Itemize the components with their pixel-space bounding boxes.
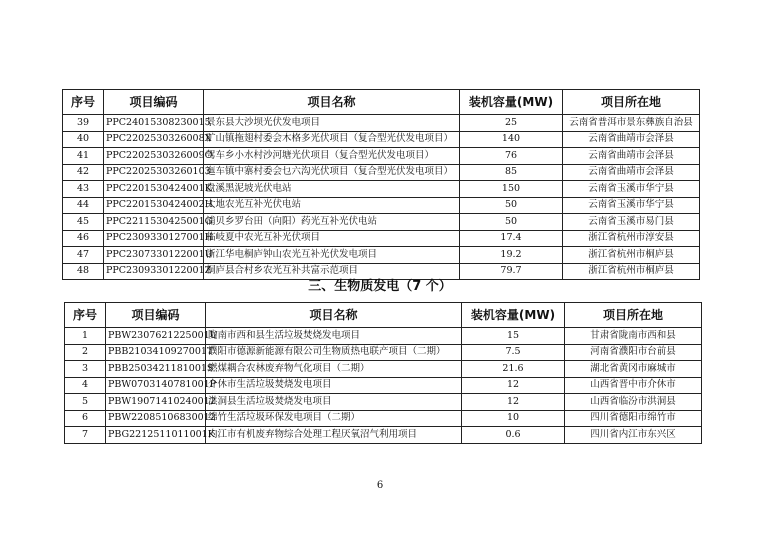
header-seq: 序号 bbox=[65, 303, 106, 328]
cell-seq: 43 bbox=[63, 181, 104, 198]
cell-location: 浙江省杭州市淳安县 bbox=[563, 230, 700, 247]
table-row bbox=[63, 148, 700, 165]
cell-name: 陇南市西和县生活垃圾焚烧发电项目 bbox=[206, 328, 462, 345]
cell-code: PBG2212511011001K bbox=[106, 427, 206, 444]
cell-code: PPC2202530326009O bbox=[104, 148, 204, 165]
cell-code: PPC2201530424002H bbox=[104, 197, 204, 214]
cell-code: PBW0703140781001P bbox=[106, 377, 206, 394]
cell-name: 浦贝乡罗台田（向阳）药光互补光伏电站 bbox=[204, 214, 460, 231]
cell-location: 云南省普洱市景东彝族自治县 bbox=[563, 115, 700, 132]
cell-capacity: 0.6 bbox=[462, 427, 565, 444]
header-name: 项目名称 bbox=[206, 303, 462, 328]
table-row bbox=[65, 361, 702, 378]
cell-capacity: 85 bbox=[460, 164, 563, 181]
cell-capacity: 76 bbox=[460, 148, 563, 165]
table-header-row bbox=[65, 303, 702, 328]
cell-seq: 41 bbox=[63, 148, 104, 165]
cell-name: 矿山镇拖翅村委会木格多光伏项目（复合型光伏发电项目） bbox=[204, 131, 460, 148]
cell-seq: 48 bbox=[63, 263, 104, 280]
cell-name: 桐庐县合村乡农光互补共富示范项目 bbox=[204, 263, 460, 280]
cell-capacity: 140 bbox=[460, 131, 563, 148]
cell-name: 内江市有机废弃物综合处理工程厌氧沼气利用项目 bbox=[206, 427, 462, 444]
cell-location: 河南省濮阳市台前县 bbox=[565, 344, 702, 361]
cell-code: PBB2503421181001S bbox=[106, 361, 206, 378]
cell-name: 迤车镇中寨村委会乜六沟光伏项目（复合型光伏发电项目） bbox=[204, 164, 460, 181]
cell-capacity: 50 bbox=[460, 197, 563, 214]
cell-name: 介休市生活垃圾焚烧发电项目 bbox=[206, 377, 462, 394]
cell-seq: 47 bbox=[63, 247, 104, 264]
cell-code: PPC24015308230015 bbox=[104, 115, 204, 132]
biomass-projects-table bbox=[64, 302, 702, 444]
table-row bbox=[63, 181, 700, 198]
cell-capacity: 50 bbox=[460, 214, 563, 231]
table-row bbox=[65, 377, 702, 394]
cell-code: PBB2103410927001T bbox=[106, 344, 206, 361]
cell-location: 湖北省黄冈市麻城市 bbox=[565, 361, 702, 378]
cell-location: 浙江省杭州市桐庐县 bbox=[563, 263, 700, 280]
cell-capacity: 25 bbox=[460, 115, 563, 132]
cell-seq: 42 bbox=[63, 164, 104, 181]
table-row bbox=[63, 197, 700, 214]
cell-code: PBW22085106830012 bbox=[106, 410, 206, 427]
cell-seq: 4 bbox=[65, 377, 106, 394]
cell-location: 云南省曲靖市会泽县 bbox=[563, 131, 700, 148]
cell-name: 驾车乡小水村沙河塘光伏项目（复合型光伏发电项目） bbox=[204, 148, 460, 165]
cell-capacity: 17.4 bbox=[460, 230, 563, 247]
header-seq: 序号 bbox=[63, 90, 104, 115]
cell-code: PPC2307330122001U bbox=[104, 247, 204, 264]
cell-location: 云南省曲靖市会泽县 bbox=[563, 148, 700, 165]
page-number: 6 bbox=[376, 480, 384, 491]
cell-capacity: 19.2 bbox=[460, 247, 563, 264]
header-location: 项目所在地 bbox=[563, 90, 700, 115]
cell-seq: 1 bbox=[65, 328, 106, 345]
table-row bbox=[65, 328, 702, 345]
cell-code: PPC2201530424001K bbox=[104, 181, 204, 198]
cell-capacity: 12 bbox=[462, 394, 565, 411]
header-capacity: 装机容量(MW) bbox=[462, 303, 565, 328]
cell-location: 云南省曲靖市会泽县 bbox=[563, 164, 700, 181]
cell-seq: 39 bbox=[63, 115, 104, 132]
cell-location: 云南省玉溪市华宁县 bbox=[563, 181, 700, 198]
cell-location: 四川省德阳市绵竹市 bbox=[565, 410, 702, 427]
cell-capacity: 15 bbox=[462, 328, 565, 345]
cell-name: 绵竹生活垃圾环保发电项目（二期） bbox=[206, 410, 462, 427]
cell-location: 山西省晋中市介休市 bbox=[565, 377, 702, 394]
table-row bbox=[63, 230, 700, 247]
table-header-row bbox=[63, 90, 700, 115]
cell-code: PPC2211530425001G bbox=[104, 214, 204, 231]
cell-capacity: 10 bbox=[462, 410, 565, 427]
pv-projects-table bbox=[62, 89, 700, 280]
cell-capacity: 79.7 bbox=[460, 263, 563, 280]
table-row bbox=[63, 214, 700, 231]
cell-name: 洪洞县生活垃圾焚烧发电项目 bbox=[206, 394, 462, 411]
cell-name: 濮阳市德源新能源有限公司生物质热电联产项目（二期） bbox=[206, 344, 462, 361]
cell-seq: 46 bbox=[63, 230, 104, 247]
table-row bbox=[65, 427, 702, 444]
cell-name: 浙江华电桐庐钟山农光互补光伏发电项目 bbox=[204, 247, 460, 264]
cell-capacity: 21.6 bbox=[462, 361, 565, 378]
cell-seq: 40 bbox=[63, 131, 104, 148]
table-row bbox=[65, 344, 702, 361]
table-row bbox=[65, 394, 702, 411]
table-row bbox=[63, 247, 700, 264]
cell-seq: 3 bbox=[65, 361, 106, 378]
cell-seq: 7 bbox=[65, 427, 106, 444]
cell-name: 盘溪黑泥坡光伏电站 bbox=[204, 181, 460, 198]
header-name: 项目名称 bbox=[204, 90, 460, 115]
cell-code: PPC2309330127001H bbox=[104, 230, 204, 247]
cell-location: 山西省临汾市洪洞县 bbox=[565, 394, 702, 411]
cell-capacity: 12 bbox=[462, 377, 565, 394]
cell-code: PPC2202530326008X bbox=[104, 131, 204, 148]
cell-seq: 5 bbox=[65, 394, 106, 411]
cell-seq: 44 bbox=[63, 197, 104, 214]
table-row bbox=[65, 410, 702, 427]
cell-name: 景东县大沙坝光伏发电项目 bbox=[204, 115, 460, 132]
cell-name: 临岐夏中农光互补光伏项目 bbox=[204, 230, 460, 247]
cell-location: 云南省玉溪市华宁县 bbox=[563, 197, 700, 214]
cell-location: 浙江省杭州市桐庐县 bbox=[563, 247, 700, 264]
cell-code: PPC22025303260103 bbox=[104, 164, 204, 181]
table-row bbox=[63, 131, 700, 148]
cell-name: 燃煤耦合农林废弃物气化项目（二期） bbox=[206, 361, 462, 378]
cell-code: PPC2309330122001Z bbox=[104, 263, 204, 280]
section-title: 三、生物质发电（7 个） bbox=[308, 279, 452, 294]
header-code: 项目编码 bbox=[106, 303, 206, 328]
cell-capacity: 7.5 bbox=[462, 344, 565, 361]
header-capacity: 装机容量(MW) bbox=[460, 90, 563, 115]
header-code: 项目编码 bbox=[104, 90, 204, 115]
cell-seq: 2 bbox=[65, 344, 106, 361]
cell-capacity: 150 bbox=[460, 181, 563, 198]
cell-seq: 6 bbox=[65, 410, 106, 427]
table-row bbox=[63, 115, 700, 132]
cell-location: 四川省内江市东兴区 bbox=[565, 427, 702, 444]
cell-location: 甘肃省陇南市西和县 bbox=[565, 328, 702, 345]
table-row bbox=[63, 164, 700, 181]
cell-code: PBW2307621225001U bbox=[106, 328, 206, 345]
cell-code: PBW19071410240012 bbox=[106, 394, 206, 411]
cell-seq: 45 bbox=[63, 214, 104, 231]
cell-location: 云南省玉溪市易门县 bbox=[563, 214, 700, 231]
header-location: 项目所在地 bbox=[565, 303, 702, 328]
cell-name: 大地农光互补光伏电站 bbox=[204, 197, 460, 214]
